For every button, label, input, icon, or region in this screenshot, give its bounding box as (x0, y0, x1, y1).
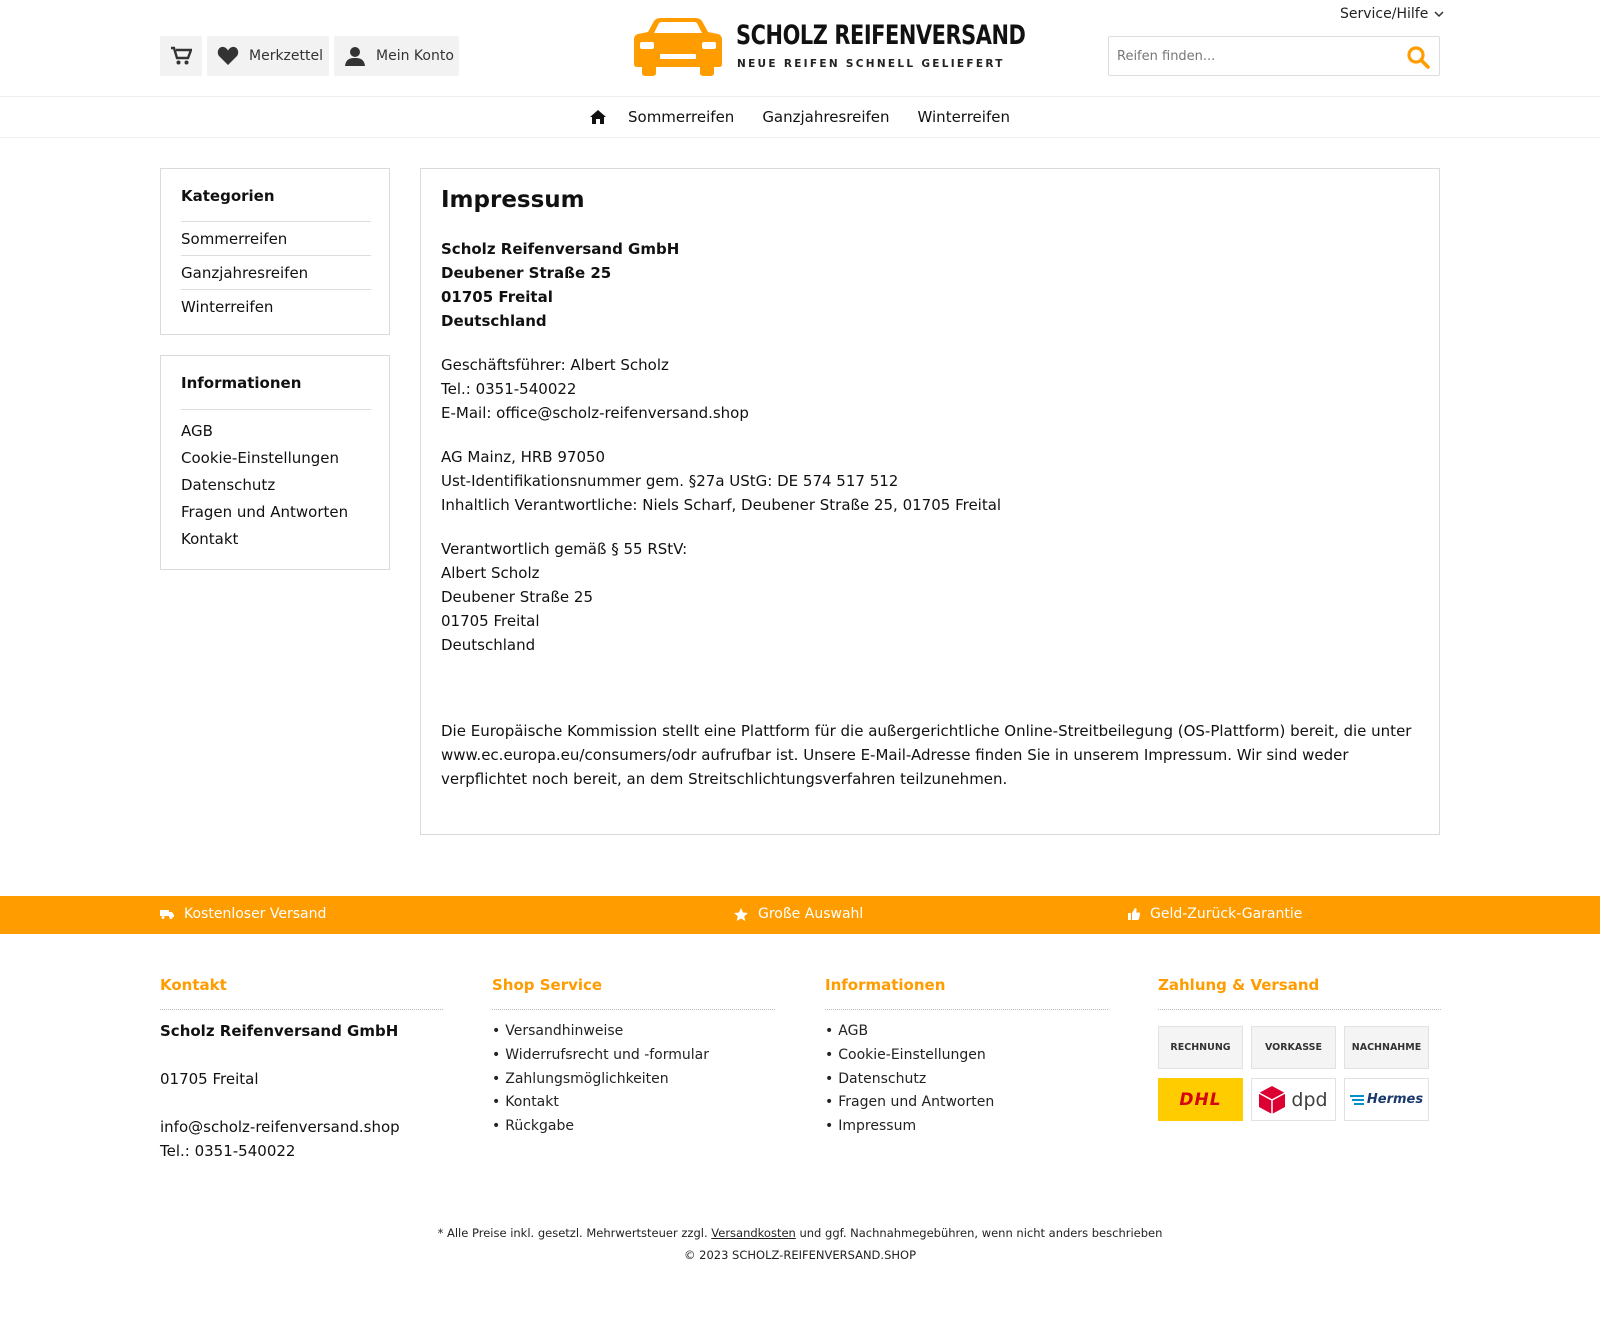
content-responsible: Inhaltlich Verantwortliche: Niels Scharf, Deubener Straße 25, 01705 Freital (441, 496, 1002, 514)
header (0, 0, 1600, 96)
company-city: 01705 Freital (441, 288, 553, 306)
impressum-content (420, 168, 1440, 835)
heart-icon (217, 46, 239, 66)
cart-button[interactable] (160, 36, 202, 76)
shipping-hermes-logo (1344, 1078, 1429, 1121)
legal-note (0, 1226, 1600, 1240)
usp-label: Große Auswahl (758, 906, 864, 922)
company-country: Deutschland (441, 312, 547, 330)
sidebar-item-kontakt[interactable]: Kontakt (181, 530, 239, 548)
sidebar-item-datenschutz[interactable]: Datenschutz (181, 476, 276, 494)
divider (1158, 1009, 1441, 1010)
sidebar-item-fragen-und-antworten[interactable]: Fragen und Antworten (181, 503, 349, 521)
mein-konto-label: Mein Konto (376, 48, 454, 64)
phone: Tel.: 0351-540022 (441, 380, 577, 398)
footer-shop-service-title: Shop Service (492, 976, 603, 994)
truck-icon (160, 909, 174, 919)
sidebar-item-sommerreifen[interactable]: Sommerreifen (181, 230, 288, 248)
footer-phone: Tel.: 0351-540022 (160, 1142, 296, 1160)
footer-link-widerrufsrecht[interactable]: • Widerrufsrecht und -formular (492, 1047, 709, 1063)
footer-link-impressum[interactable]: • Impressum (825, 1118, 916, 1134)
footer-zahlung-versand-title: Zahlung & Versand (1158, 976, 1320, 994)
sidebar-item-winterreifen[interactable]: Winterreifen (181, 298, 274, 316)
payment-vorkasse (1251, 1026, 1336, 1069)
footer-link-versandhinweise[interactable]: • Versandhinweise (492, 1023, 623, 1039)
vat-id: Ust-Identifikationsnummer gem. §27a UStG: DE 574 517 512 (441, 472, 899, 490)
sidebar-item-cookie-einstellungen[interactable]: Cookie-Einstellungen (181, 449, 340, 467)
usp-selection (734, 906, 863, 922)
footer-link-datenschutz[interactable]: • Datenschutz (825, 1071, 926, 1087)
usp-label: Kostenloser Versand (184, 906, 327, 922)
logo[interactable] (634, 16, 1026, 76)
dhl-label: DHL (1179, 1089, 1222, 1110)
managing-director: Geschäftsführer: Albert Scholz (441, 356, 669, 374)
sidebar-kategorien (160, 168, 390, 335)
divider (492, 1009, 775, 1010)
payment-rechnung (1158, 1026, 1243, 1069)
divider (181, 221, 371, 222)
shipping-dpd-logo (1251, 1078, 1336, 1121)
nav-ganzjahresreifen[interactable]: Ganzjahresreifen (762, 108, 890, 126)
rstv-city: 01705 Freital (441, 612, 540, 630)
footer-zahlung-versand (1158, 976, 1319, 994)
usp-bar (0, 896, 1600, 934)
footer-link-fragen-und-antworten[interactable]: • Fragen und Antworten (825, 1094, 994, 1110)
search-icon[interactable] (1405, 45, 1431, 69)
logo-subtitle: NEUE REIFEN SCHNELL GELIEFERT (737, 58, 1005, 70)
rstv-country: Deutschland (441, 636, 536, 654)
footer-kontakt (160, 976, 227, 994)
shipping-dhl-logo (1158, 1078, 1243, 1121)
footer-link-cookie-einstellungen[interactable]: • Cookie-Einstellungen (825, 1047, 986, 1063)
service-hilfe-dropdown[interactable] (1340, 6, 1444, 22)
payment-label: RECHNUNG (1170, 1042, 1231, 1053)
main-navigation (0, 96, 1600, 138)
usp-label: Geld-Zurück-Garantie (1150, 906, 1303, 922)
register-court: AG Mainz, HRB 97050 (441, 448, 606, 466)
footer-link-zahlungsmoeglichkeiten[interactable]: • Zahlungsmöglichkeiten (492, 1071, 669, 1087)
user-icon (344, 46, 366, 66)
rstv-street: Deubener Straße 25 (441, 588, 593, 606)
nav-winterreifen[interactable]: Winterreifen (917, 108, 1010, 126)
footer-email[interactable]: info@scholz-reifenversand.shop (160, 1118, 400, 1136)
divider (825, 1009, 1108, 1010)
sidebar-kategorien-title: Kategorien (181, 187, 275, 205)
divider (181, 255, 371, 256)
dpd-label: dpd (1291, 1088, 1328, 1111)
sidebar-item-agb[interactable]: AGB (181, 422, 213, 440)
sidebar-informationen (160, 355, 390, 570)
payment-label: VORKASSE (1264, 1042, 1323, 1053)
usp-free-shipping (160, 906, 326, 922)
os-platform-text: Die Europäische Kommission stellt eine Plattform für die außergerichtliche Online-Streitbeilegung (OS-Plattform) bereit, die unter www.ec.europa.eu/consumers/odr aufrufbar ist. Unsere E-Mail-Adresse finden Sie in unserem Impressum. Wir sind weder verpflichtet noch bereit, an dem Streitschlichtungsverfahren teilzunehmen. (441, 722, 1412, 788)
divider (160, 1009, 443, 1010)
rstv-heading: Verantwortlich gemäß § 55 RStV: (441, 540, 688, 558)
footer-informationen (825, 976, 945, 994)
logo-title: SCHOLZ REIFENVERSAND (736, 20, 1026, 51)
divider (181, 409, 371, 410)
rstv-name: Albert Scholz (441, 564, 540, 582)
home-icon[interactable] (590, 110, 606, 125)
copyright: © 2023 SCHOLZ-REIFENVERSAND.SHOP (683, 1248, 917, 1262)
payment-label: NACHNAHME (1351, 1042, 1422, 1053)
footer-shop-service (492, 976, 602, 994)
nav-sommerreifen[interactable]: Sommerreifen (628, 108, 735, 126)
thumbs-up-icon (1128, 908, 1140, 920)
page-title: Impressum (441, 187, 585, 213)
footer-company: Scholz Reifenversand GmbH (160, 1022, 399, 1040)
star-icon (734, 908, 748, 921)
sidebar-informationen-title: Informationen (181, 374, 302, 392)
payment-nachnahme (1344, 1026, 1429, 1069)
footer-city: 01705 Freital (160, 1070, 259, 1088)
footer-kontakt-title: Kontakt (160, 976, 227, 994)
footer-link-agb[interactable]: • AGB (825, 1023, 868, 1039)
sidebar-item-ganzjahresreifen[interactable]: Ganzjahresreifen (181, 264, 309, 282)
car-logo-icon (634, 18, 722, 76)
footer-informationen-title: Informationen (825, 976, 946, 994)
merkzettel-button[interactable] (207, 36, 329, 76)
search-input[interactable] (1109, 37, 1389, 75)
mein-konto-button[interactable] (334, 36, 459, 76)
email[interactable]: E-Mail: office@scholz-reifenversand.shop (441, 404, 749, 422)
footer-link-rueckgabe[interactable]: • Rückgabe (492, 1118, 574, 1134)
divider (181, 289, 371, 290)
footer-link-kontakt[interactable]: • Kontakt (492, 1094, 559, 1110)
merkzettel-label: Merkzettel (249, 48, 323, 64)
legal-post: und ggf. Nachnahmegebühren, wenn nicht anders beschrieben (795, 1226, 1163, 1240)
legal-pre: * Alle Preise inkl. gesetzl. Mehrwertsteuer zzgl. (437, 1226, 712, 1240)
usp-money-back (1128, 906, 1302, 922)
versandkosten-link[interactable]: Versandkosten (711, 1226, 796, 1240)
company-name: Scholz Reifenversand GmbH (441, 240, 680, 258)
service-hilfe-label: Service/Hilfe (1340, 6, 1429, 22)
search-box (1108, 36, 1440, 76)
company-street: Deubener Straße 25 (441, 264, 612, 282)
dpd-cube-icon (1259, 1086, 1285, 1114)
cart-icon (170, 46, 192, 66)
chevron-down-icon (1434, 11, 1444, 18)
hermes-wing-icon (1350, 1095, 1364, 1105)
hermes-label: Hermes (1366, 1092, 1424, 1107)
